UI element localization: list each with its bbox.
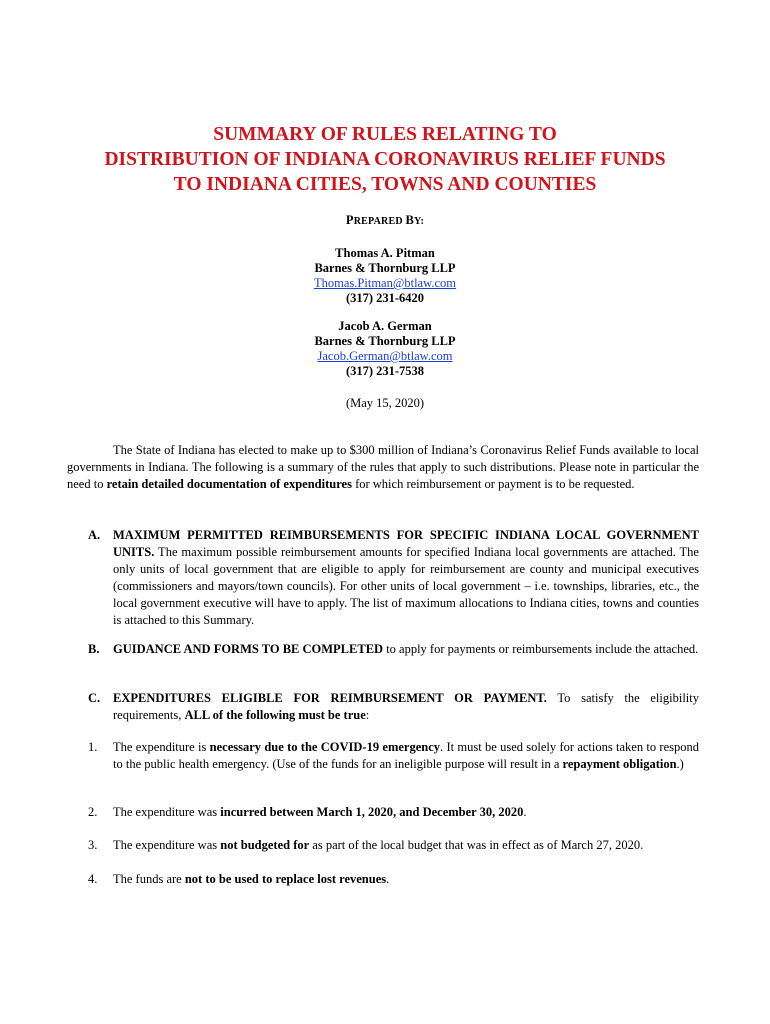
item-bold: repayment obligation (562, 757, 677, 771)
section-heading: MAXIMUM PERMITTED REIMBURSEMENTS FOR SPECIFIC INDIANA LOCAL GOVERNMENT UNITS. (113, 528, 699, 559)
item-text: The expenditure was (113, 838, 221, 852)
item-text: as part of the local budget that was in effect as of March 27, 2020. (309, 838, 644, 852)
title-line-2: DISTRIBUTION OF INDIANA CORONAVIRUS RELIEF FUNDS (104, 149, 666, 170)
author-name: Thomas A. Pitman (335, 246, 435, 260)
section-text: to apply for payments or reimbursements include the attached. (383, 642, 699, 656)
section-heading: GUIDANCE AND FORMS TO BE COMPLETED (113, 642, 384, 656)
prepared-by-rest-1: REPARED (353, 216, 406, 227)
author-block-1 (180, 246, 590, 306)
item-text: . It must be used solely for actions taken to respond to the public health emergency. (Use of the funds for an ineligible purpose will result in a (113, 740, 699, 771)
list-item-number: 2. (88, 805, 98, 819)
title-line-3: TO INDIANA CITIES, TOWNS AND COUNTIES (173, 174, 597, 195)
intro-paragraph (67, 442, 699, 493)
author-firm: Barnes & Thornburg LLP (314, 334, 456, 348)
list-item-3 (67, 837, 699, 854)
author-email-link[interactable]: Thomas.Pitman@btlaw.com (314, 276, 456, 290)
item-bold: not to be used to replace lost revenues (184, 872, 387, 886)
prepared-by-label (180, 213, 590, 229)
section-c (67, 690, 699, 724)
item-bold: not budgeted for (220, 838, 310, 852)
author-email-link[interactable]: Jacob.German@btlaw.com (317, 349, 453, 363)
list-item-1 (67, 739, 699, 773)
section-marker: B. (88, 642, 100, 656)
section-text: To satisfy the eligibility requirements, (113, 691, 699, 722)
section-a (67, 527, 699, 629)
prepared-by-initial-b: B (405, 213, 415, 227)
item-text: . (386, 872, 390, 886)
section-bold-text: ALL of the following must be true (184, 708, 366, 722)
intro-text-1: The State of Indiana has elected to make up to $300 million of Indiana’s Coronavirus Relief Funds available to local governments in Indiana. The following is a summary of the rules that apply to such distributions. Please note in particular the need to (67, 443, 699, 491)
list-item-number: 3. (88, 838, 98, 852)
list-item-4 (67, 871, 699, 888)
intro-text-2: for which reimbursement or payment is to be requested. (351, 477, 635, 491)
list-item-number: 4. (88, 872, 98, 886)
author-phone: (317) 231-6420 (345, 291, 425, 305)
item-bold: incurred between March 1, 2020, and December 30, 2020 (220, 805, 524, 819)
author-firm: Barnes & Thornburg LLP (314, 261, 456, 275)
item-text: The funds are (113, 872, 185, 886)
title-line-1: SUMMARY OF RULES RELATING TO (213, 124, 557, 145)
intro-bold: retain detailed documentation of expenditures (106, 477, 352, 491)
item-text: .) (676, 757, 684, 771)
author-block-2 (180, 319, 590, 379)
document-date: (May 15, 2020) (345, 396, 425, 410)
section-text-end: : (365, 708, 370, 722)
item-text: The expenditure is (113, 740, 210, 754)
section-text: The maximum possible reimbursement amounts for specified Indiana local governments are attached. The only units of local government that are eligible to apply for reimbursement are county and municipal executives (commissioners and mayors/town councils). For other units of local government – i.e. townships, libraries, etc., the local government executive will have to apply. The list of maximum allocations to Indiana cities, towns and counties is attached to this Summary. (113, 545, 699, 627)
document-title (60, 122, 710, 197)
item-bold: necessary due to the COVID-19 emergency (209, 740, 441, 754)
section-b (67, 641, 699, 658)
prepared-by-initial-p: P (345, 213, 354, 227)
section-heading: EXPENDITURES ELIGIBLE FOR REIMBURSEMENT OR PAYMENT. (113, 691, 547, 705)
list-item-number: 1. (88, 740, 98, 754)
list-item-2 (67, 804, 699, 821)
author-name: Jacob A. German (338, 319, 432, 333)
author-phone: (317) 231-7538 (345, 364, 425, 378)
item-text: The expenditure was (113, 805, 221, 819)
item-text: . (523, 805, 527, 819)
prepared-by-rest-2: Y: (414, 216, 425, 227)
section-marker: C. (88, 691, 101, 705)
section-marker: A. (88, 528, 101, 542)
